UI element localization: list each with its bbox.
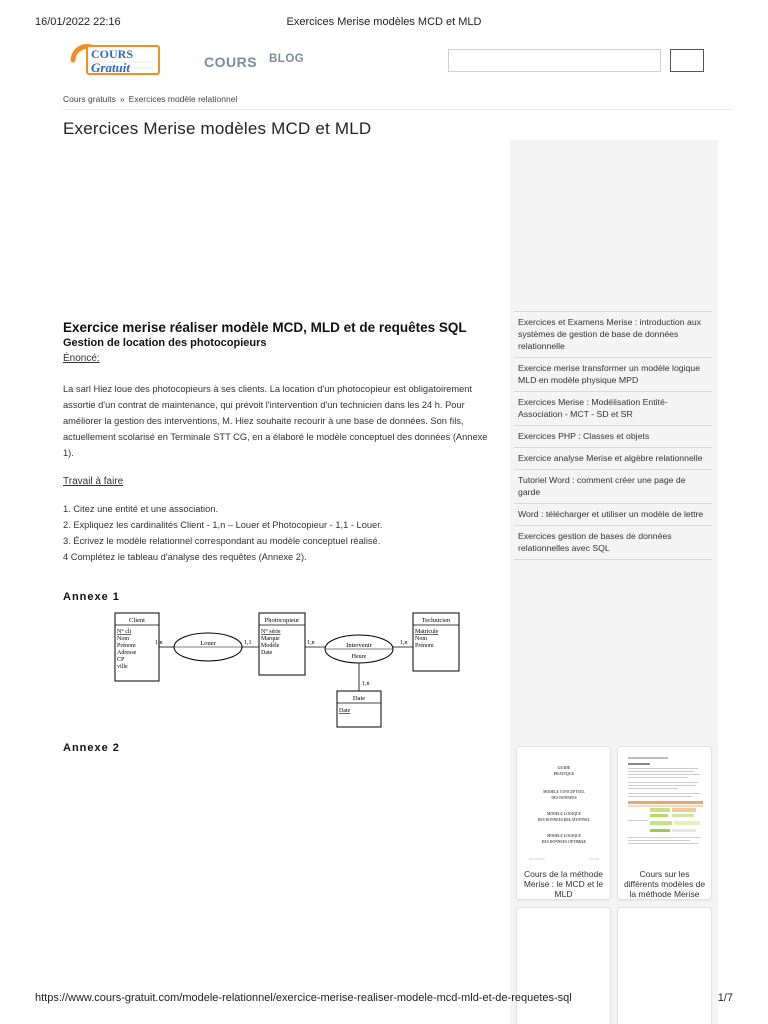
task-item: 1. Citez une entité et une association.	[63, 504, 219, 514]
document-card[interactable]	[617, 907, 712, 1024]
related-link[interactable]: Exercices et Examens Merise : introduction aux systèmes de gestion de base de données relationnelle	[514, 311, 712, 357]
search-input[interactable]	[448, 49, 661, 72]
entity-attr: Prénom	[415, 643, 434, 649]
thumb-text: MODELE CONCEPTUEL	[543, 790, 585, 794]
document-thumbnail	[523, 753, 606, 865]
card-label: Cours de la méthode Merise : le MCD et le MLD	[523, 869, 604, 899]
entity-attr: Matricule	[415, 629, 439, 635]
entity-client	[115, 613, 159, 681]
related-link[interactable]: Tutoriel Word : comment créer une page de garde	[514, 469, 712, 503]
entity-photocopieur	[259, 613, 305, 675]
document-card[interactable]	[516, 746, 611, 900]
task-item: 3. Écrivez le modèle relationnel correspondant au modèle conceptuel réalisé.	[63, 536, 381, 546]
entity-attr: N° clt	[117, 629, 132, 635]
entity-attr: Prénom	[117, 643, 136, 649]
task-item: 2. Expliquez les cardinalités Client - 1,n – Louer et Photocopieur - 1,1 - Louer.	[63, 520, 383, 530]
breadcrumb-home-link[interactable]: Cours gratuits	[63, 94, 116, 104]
breadcrumb-separator: »	[119, 94, 125, 104]
header-divider	[63, 109, 732, 110]
cardinality: 1,n	[307, 640, 315, 646]
related-link[interactable]: Exercice merise transformer un modèle logique MLD en modèle physique MPD	[514, 357, 712, 391]
entity-attr: Marque	[261, 636, 280, 642]
entity-attr: Adresse	[117, 650, 137, 656]
print-url: https://www.cours-gratuit.com/modele-relationnel/exercice-merise-realiser-modele-mcd-mld-et-de-requetes-sql	[35, 992, 572, 1004]
main-content	[63, 320, 503, 754]
association-label: Intervenir	[346, 642, 372, 649]
thumb-text: DES DONNEES OPTIMISE	[541, 840, 587, 844]
document-card[interactable]	[516, 907, 611, 1024]
page-title: Exercices Merise modèles MCD et MLD	[63, 119, 372, 138]
entity-attr: Nom	[415, 636, 427, 642]
thumb-text: DES DONNEES RELATIONNEL	[537, 818, 591, 822]
related-links	[514, 311, 712, 560]
print-page-number: 1/7	[717, 992, 733, 1004]
related-link[interactable]: Exercices gestion de bases de données relationnelles avec SQL	[514, 525, 712, 560]
related-link[interactable]: Exercices Merise : Modélisation Entité-Association - MCT - SD et SR	[514, 391, 712, 425]
print-date: 16/01/2022 22:16	[35, 16, 121, 28]
entity-attr: Nom	[117, 636, 129, 642]
cardinality: 1,n	[155, 640, 163, 646]
entity-name: Date	[352, 695, 366, 702]
thumb-text: PRATIQUE	[553, 771, 575, 776]
related-link[interactable]: Exercice analyse Merise et algèbre relationnelle	[514, 447, 712, 469]
annexe-2-title: Annexe 2	[63, 742, 120, 754]
travail-label: Travail à faire	[63, 476, 124, 487]
search-button[interactable]	[670, 49, 704, 72]
annexe-1-title: Annexe 1	[63, 591, 120, 603]
breadcrumb	[63, 94, 237, 104]
association-label: Louer	[200, 640, 216, 647]
entity-name: Technicien	[421, 617, 451, 624]
enonce-line: actuellement scolarisé en Terminale STT CG, en a élaboré le modèle conceptuel des données (Annexe	[63, 432, 488, 442]
enonce-line: 1).	[63, 448, 74, 458]
entity-name: Photocopieur	[264, 617, 300, 624]
entity-attr: ville	[117, 664, 128, 670]
site-header	[63, 40, 705, 90]
thumb-text: MODELE LOGIQUE	[546, 812, 582, 816]
entity-attr: N° série	[261, 629, 281, 635]
exercise-title: Exercice merise réaliser modèle MCD, MLD et de requêtes SQL	[63, 320, 467, 335]
enonce-text	[63, 381, 503, 461]
breadcrumb-current: Exercices modèle relationnel	[128, 94, 238, 104]
card-label: Cours sur les différents modèles de la méthode Merise	[623, 869, 706, 899]
enonce-line: assortie d'un contrat de maintenance, qui prévoit l'intervention d'un technicien dans les 24 h. Pour	[63, 400, 465, 410]
print-header	[35, 16, 733, 30]
thumb-text: MODELE LOGIQUE	[546, 834, 582, 838]
enonce-line: La sarl Hiez loue des photocopieurs à ses clients. La location d'un photocopieur est obligatoirement	[63, 384, 473, 394]
nav-blog-link[interactable]: BLOG	[269, 53, 305, 65]
enonce-label: Énoncé:	[63, 353, 100, 364]
entity-attr: Date	[261, 650, 273, 656]
mcd-diagram	[63, 607, 463, 735]
entity-technicien	[413, 613, 459, 671]
association-attr: Heure	[351, 654, 367, 660]
cardinality: 1,n	[362, 681, 370, 687]
entity-attr: Modèle	[261, 643, 280, 649]
logo-bottom-text: Gratuit	[91, 60, 131, 75]
nav-cours-link[interactable]: COURS	[204, 54, 258, 70]
print-title: Exercices Merise modèles MCD et MLD	[286, 16, 482, 28]
related-link[interactable]: Exercices PHP : Classes et objets	[514, 425, 712, 447]
logo-top-text: COURS	[91, 47, 134, 61]
exercise-subtitle: Gestion de location des photocopieurs	[63, 337, 267, 349]
document-thumbnail	[624, 753, 707, 865]
thumb-text: DES DONNEES	[551, 796, 577, 800]
entity-attr: CP	[117, 657, 125, 663]
entity-name: Client	[129, 617, 145, 624]
sidebar	[510, 140, 718, 1024]
cours-gratuit-logo[interactable]	[65, 42, 161, 78]
cardinality: 1,1	[244, 640, 252, 646]
entity-attr: Date	[339, 708, 351, 714]
print-footer	[35, 992, 733, 1006]
entity-date	[337, 691, 381, 727]
related-link[interactable]: Word : télécharger et utiliser un modèle de lettre	[514, 503, 712, 525]
document-card[interactable]	[617, 746, 712, 900]
thumb-text: GUIDE	[557, 765, 571, 770]
task-item: 4 Complétez le tableau d'analyse des requêtes (Annexe 2).	[63, 552, 307, 562]
cardinality: 1,n	[400, 640, 408, 646]
task-list	[63, 501, 503, 565]
enonce-line: améliorer la gestion des interventions, M. Hiez souhaite recourir à une base de données. Son fils,	[63, 416, 464, 426]
